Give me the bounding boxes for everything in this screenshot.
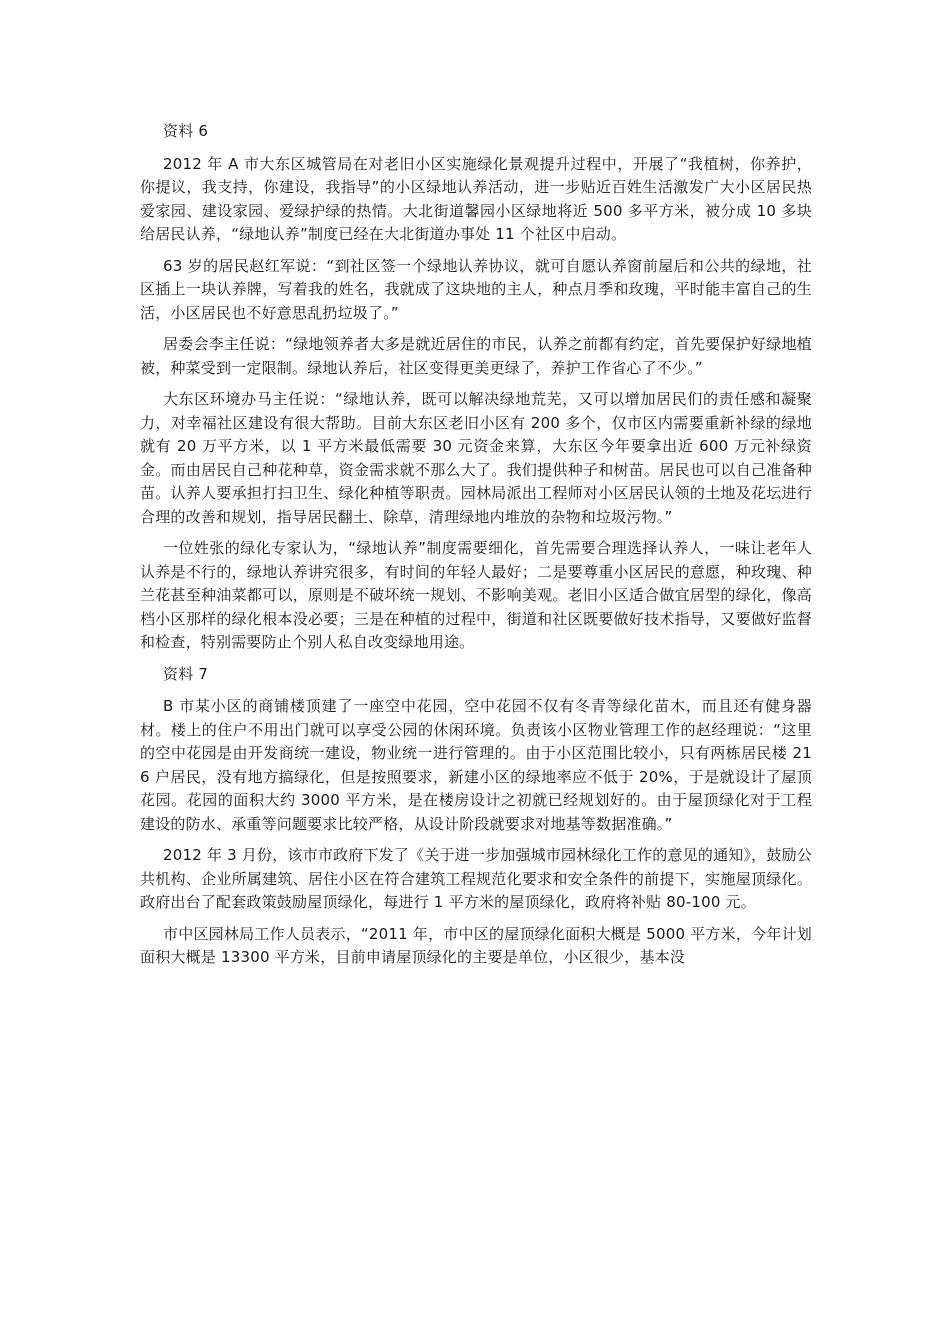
document-page — [140, 120, 812, 978]
section-7-paragraph-1: B 市某小区的商铺楼顶建了一座空中花园，空中花园不仅有冬青等绿化苗木，而且还有健身器材。楼上的住户不用出门就可以享受公园的休闲环境。负责该小区物业管理工作的赵经理说：“这里的空中花园是由开发商统一建设，物业统一进行管理的。由于小区范围比较小，只有两栋居民楼 216 户居民，没有地方搞绿化，但是按照要求，新建小区的绿地率应不低于 20%，于是就设计了屋顶花园。花园的面积大约 3000 平方米，是在楼房设计之初就已经规划好的。由于屋顶绿化对于工程建设的防水、承重等问题要求比较严格，从设计阶段就要求对地基等数据准确。” — [140, 697, 812, 833]
section-6-paragraph-2: 63 岁的居民赵红军说：“到社区签一个绿地认养协议，就可自愿认养窗前屋后和公共的绿地，社区插上一块认养牌，写着我的姓名，我就成了这块地的主人，种点月季和玫瑰，平时能丰富自己的生活，小区居民也不好意思乱扔垃圾了。” — [140, 256, 812, 322]
section-7-paragraph-3: 市中区园林局工作人员表示，“2011 年，市中区的屋顶绿化面积大概是 5000 平方米，今年计划面积大概是 13300 平方米，目前申请屋顶绿化的主要是单位，小区很少，基本没 — [140, 924, 812, 966]
section-6-paragraph-1: 2012 年 A 市大东区城管局在对老旧小区实施绿化景观提升过程中，开展了“我植树，你养护，你提议，我支持，你建设，我指导”的小区绿地认养活动，进一步贴近百姓生活激发广大小区居民热爱家园、建设家园、爱绿护绿的热情。大北街道馨园小区绿地将近 500 多平方米，被分成 10 多块给居民认养，“绿地认养”制度已经在大北街道办事处 11 个社区中启动。 — [140, 154, 812, 243]
section-6-paragraph-4: 大东区环境办马主任说：“绿地认养，既可以解决绿地荒芜，又可以增加居民们的责任感和凝聚力，对幸福社区建设有很大帮助。目前大东区老旧小区有 200 多个，仅市区内需要重新补绿的绿地就有 20 万平方米，以 1 平方米最低需要 30 元资金来算，大东区今年要拿出近 600 万元补绿资金。而由居民自己种花种草，资金需求就不那么大了。我们提供种子和树苗。居民也可以自己准备种苗。认养人要承担打扫卫生、绿化种植等职责。园林局派出工程师对小区居民认领的土地及花坛进行合理的改善和规划，指导居民翻土、除草，清理绿地内堆放的杂物和垃圾污物。” — [140, 390, 812, 526]
section-7-heading: 资料 7 — [163, 664, 209, 683]
section-6-heading: 资料 6 — [163, 122, 209, 140]
section-7-paragraph-2: 2012 年 3 月份，该市市政府下发了《关于进一步加强城市园林绿化工作的意见的通知》，鼓励公共机构、企业所属建筑、居住小区在符合建筑工程规范化要求和安全条件的前提下，实施屋顶绿化。政府出台了配套政策鼓励屋顶绿化，每进行 1 平方米的屋顶绿化，政府将补贴 80-100 元。 — [140, 846, 812, 911]
section-6-paragraph-3: 居委会李主任说：“绿地领养者大多是就近居住的市民，认养之前都有约定，首先要保护好绿地植被，种菜受到一定限制。绿地认养后，社区变得更美更绿了，养护工作省心了不少。” — [140, 335, 812, 377]
section-6-paragraph-5: 一位姓张的绿化专家认为，“绿地认养”制度需要细化，首先需要合理选择认养人，一味让老年人认养是不行的，绿地认养讲究很多，有时间的年轻人最好；二是要尊重小区居民的意愿，种玫瑰、种兰花甚至种油菜都可以，原则是不破坏统一规划、不影响美观。老旧小区适合做宜居型的绿化，像高档小区那样的绿化根本没必要；三是在种植的过程中，街道和社区既要做好技术指导，又要做好监督和检查，特别需要防止个别人私自改变绿地用途。 — [140, 539, 812, 651]
